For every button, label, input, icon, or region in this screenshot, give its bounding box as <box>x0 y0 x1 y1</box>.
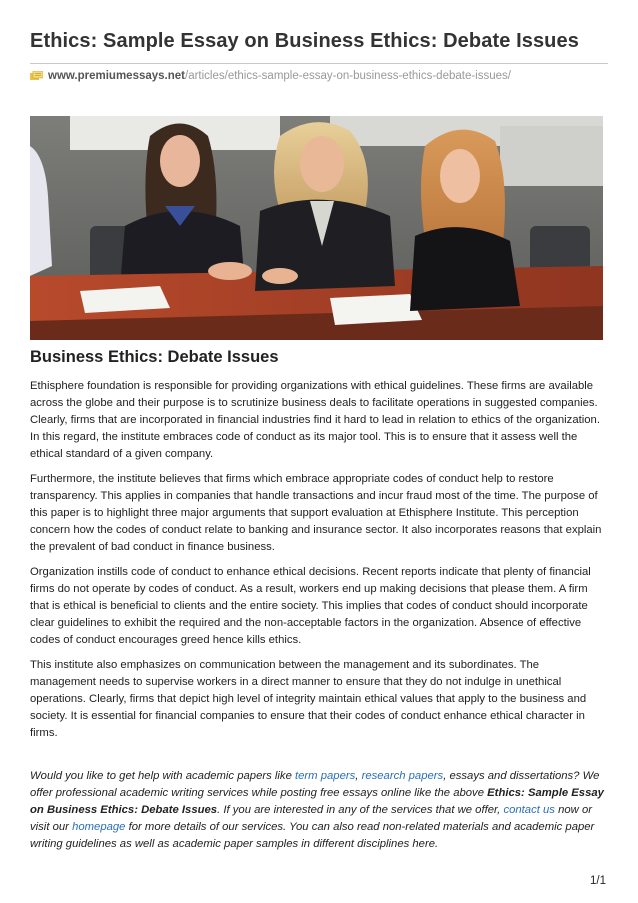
url-path[interactable]: /articles/ethics-sample-essay-on-business-ethics-debate-issues/ <box>185 70 511 82</box>
homepage-link[interactable]: homepage <box>72 821 126 833</box>
cta-essay-title: Ethics: Sample Essay on Business Ethics: Debate Issues <box>30 787 604 816</box>
cta-text: Would you like to get help with academic papers like <box>30 770 295 782</box>
contact-us-link[interactable]: contact us <box>503 804 555 816</box>
article-body <box>30 378 608 750</box>
url-domain[interactable]: www.premiumessays.net <box>48 70 185 82</box>
article-photo <box>30 116 603 340</box>
cta-text: , essays and dissertations? We offer professional academic writing services while posting free essays online like the above <box>30 770 600 799</box>
paragraph: Ethisphere foundation is responsible for providing organizations with ethical guidelines. These firms are available across the globe and their purpose is to scrutinize business deals to facilitate operations in suggested companies. Clearly, firms that are incorporated in financial industries find it hard to lead in relation to ethics of the organization. In this regard, the institute embraces code of conduct as its major tool. This is to ensure that it assess well the ethical standard of a given company. <box>30 380 600 460</box>
page-number: 1/1 <box>590 875 606 887</box>
favicon-icon <box>30 71 43 82</box>
research-papers-link[interactable]: research papers <box>361 770 444 782</box>
paragraph: Furthermore, the institute believes that firms which embrace appropriate codes of conduct help to restore transparency. This applies in companies that handle transactions and incur fraud most of the time. The purpose of this paper is to highlight three major arguments that support evaluation at Ethisphere Institute. This perception concern how the codes of conduct relate to banking and insurance sector. It also incorporates reasons that explain the prevalent of bad conduct in finance business. <box>30 473 602 553</box>
cta-text: for more details of our services. You can also read non-related materials and academic paper writing guidelines as well as academic paper samples in different disciplines here. <box>30 821 595 850</box>
cta-text: . If you are interested in any of the services that we offer, <box>217 804 504 816</box>
paragraph: Organization instills code of conduct to enhance ethical decisions. Recent reports indicate that plenty of financial firms do not operate by codes of conduct. As a result, workers end up making decisions that please them. A firm that is ethical is beneficial to clients and the entire society. This implies that codes of conduct should incorporate clear guidelines to exhibit the required and the non-acceptable factors in the organization. Absence of effective codes of conduct encourages greed hence kills ethics. <box>30 566 591 646</box>
article-heading: Business Ethics: Debate Issues <box>30 348 279 366</box>
title-divider <box>30 63 608 64</box>
source-url[interactable] <box>30 70 620 82</box>
term-papers-link[interactable]: term papers <box>295 770 356 782</box>
call-to-action <box>30 768 608 853</box>
paragraph: This institute also emphasizes on communication between the management and its subordinates. The management needs to supervise workers in a direct manner to ensure that they do not indulge in unethical operations. Clearly, firms that depict high level of integrity maintain ethical values that apply to the business and society. It is essential for financial companies to ensure that their codes of conduct enhance ethical character in firms. <box>30 659 587 739</box>
cta-text: , <box>355 770 362 782</box>
page-title: Ethics: Sample Essay on Business Ethics: Debate Issues <box>30 30 579 52</box>
cta-text: now or visit our <box>30 804 592 833</box>
